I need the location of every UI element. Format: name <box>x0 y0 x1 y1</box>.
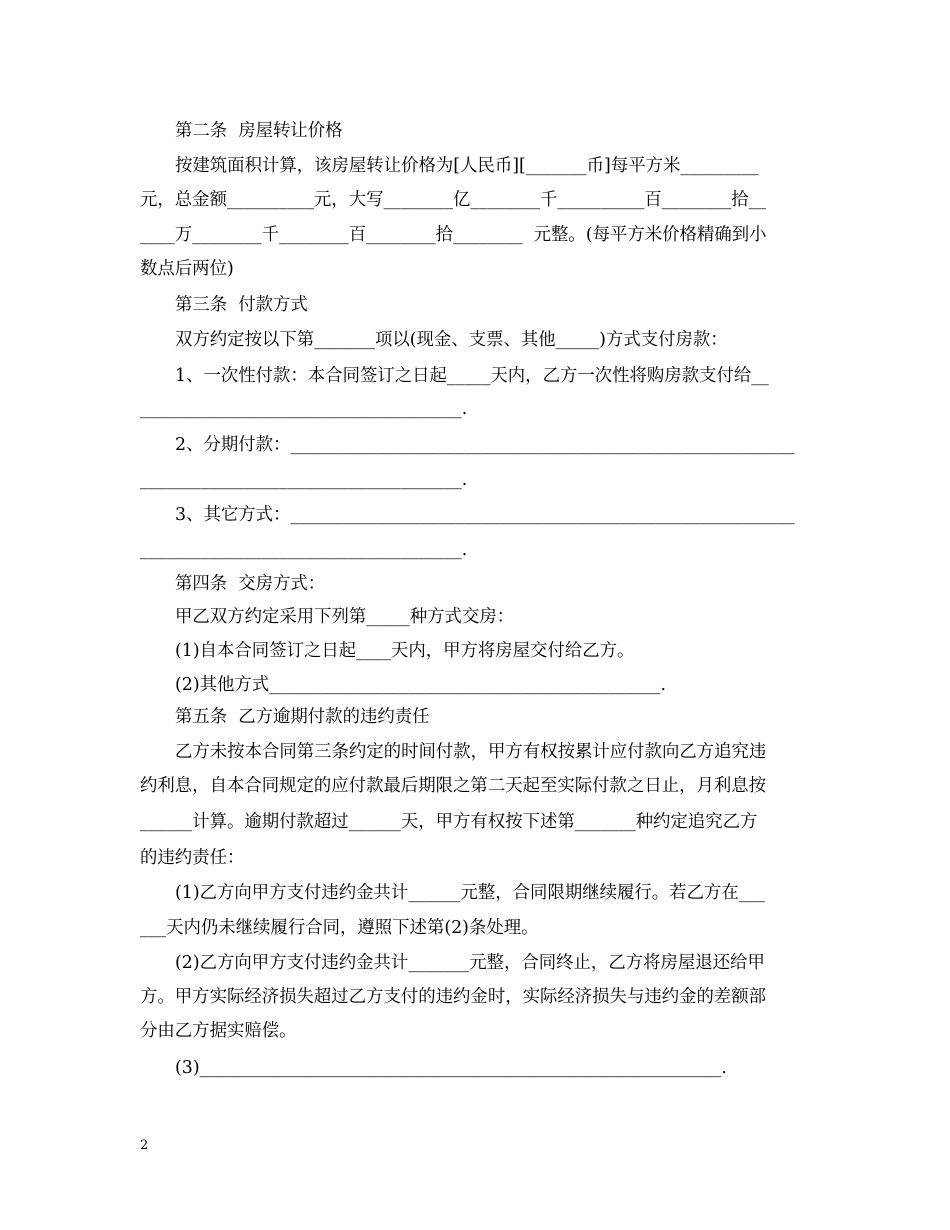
text-line: _____________________________________. <box>140 540 468 560</box>
text-line: 双方约定按以下第_______项以(现金、支票、其他_____)方式支付房款： <box>175 330 728 350</box>
text-line: (1)自本合同签订之日起____天内，甲方将房屋交付给乙方。 <box>175 641 635 661</box>
text-line: (2)乙方向甲方支付违约金共计_______元整，合同终止，乙方将房屋退还给甲 <box>175 953 765 973</box>
article-3-heading: 第三条 付款方式 <box>175 295 308 315</box>
text-line: 数点后两位) <box>140 259 234 279</box>
text-line: 元，总金额__________元，大写________亿________千__________百________拾__ <box>140 190 767 210</box>
article-5-heading: 第五条 乙方逾期付款的违约责任 <box>175 707 430 727</box>
text-line: (3)____________________________________________________________. <box>175 1058 727 1078</box>
text-line: ____万________千________百________拾________ 元整。(每平方米价格精确到小 <box>140 225 767 245</box>
text-line: 按建筑面积计算，该房屋转让价格为[人民币][_______币]每平方米_________ <box>175 156 759 176</box>
text-line: (1)乙方向甲方支付违约金共计______元整，合同限期继续履行。若乙方在___ <box>175 883 765 903</box>
text-line: ______计算。逾期付款超过______天，甲方有权按下述第_______种约定追究乙方 <box>140 812 758 832</box>
text-line: ___天内仍未继续履行合同，遵照下述第(2)条处理。 <box>140 918 539 938</box>
text-line: 方。甲方实际经济损失超过乙方支付的违约金时，实际经济损失与违约金的差额部 <box>140 987 767 1007</box>
text-line: 分由乙方据实赔偿。 <box>140 1021 297 1041</box>
text-line: 甲乙双方约定采用下列第_____种方式交房： <box>175 607 515 627</box>
text-line: (2)其他方式_____________________________________________. <box>175 675 667 695</box>
text-line: 的违约责任： <box>140 848 245 868</box>
text-line: 1、一次性付款：本合同签订之日起_____天内，乙方一次性将购房款支付给__ <box>175 366 769 386</box>
text-line: _____________________________________. <box>140 470 468 490</box>
text-line: 约利息，自本合同规定的应付款最后期限之第二天起至实际付款之日止，月利息按 <box>140 776 767 796</box>
text-line: 3、其它方式：__________________________________________________________ <box>175 505 795 525</box>
text-line: _____________________________________. <box>140 399 468 419</box>
article-4-heading: 第四条 交房方式： <box>175 574 326 594</box>
article-2-heading: 第二条 房屋转让价格 <box>175 121 343 141</box>
text-line: 乙方未按本合同第三条约定的时间付款，甲方有权按累计应付款向乙方追究违 <box>175 742 767 762</box>
page-number: 2 <box>140 1138 149 1153</box>
text-line: 2、分期付款：__________________________________________________________ <box>175 435 795 455</box>
